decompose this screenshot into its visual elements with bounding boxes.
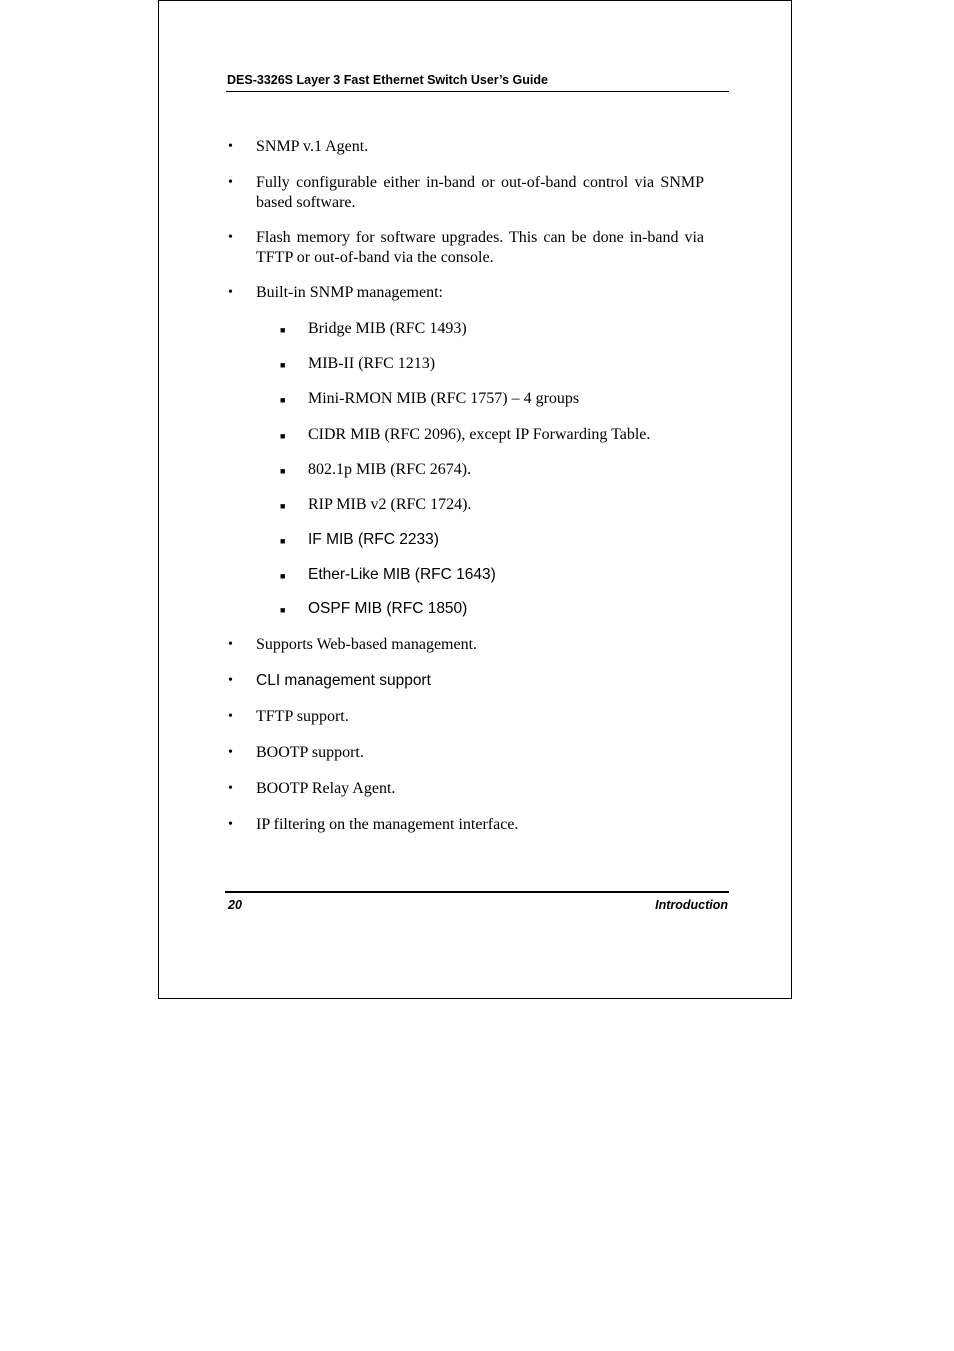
page-number: 20: [228, 898, 242, 912]
bullet-marker: •: [228, 745, 233, 760]
sub-list-item-text: Bridge MIB (RFC 1493): [308, 320, 467, 337]
sub-list-item-text: IF MIB (RFC 2233): [308, 531, 439, 548]
bullet-marker: •: [228, 230, 233, 245]
square-bullet-marker: ■: [280, 395, 286, 405]
list-item-text: BOOTP support.: [256, 744, 364, 761]
square-bullet-marker: ■: [280, 360, 286, 370]
sub-list-item-text: Ether-Like MIB (RFC 1643): [308, 566, 496, 583]
list-item-text: Flash memory for software upgrades. This can be done in-band via TFTP or out-of-band via the console.: [256, 229, 704, 266]
square-bullet-marker: ■: [280, 536, 286, 546]
sub-list-item-text: RIP MIB v2 (RFC 1724).: [308, 496, 472, 513]
bullet-marker: •: [228, 637, 233, 652]
list-item-text: TFTP support.: [256, 708, 349, 725]
list-item-text: Supports Web-based management.: [256, 636, 478, 653]
square-bullet-marker: ■: [280, 605, 286, 615]
sub-list-item-text: CIDR MIB (RFC 2096), except IP Forwarding Table.: [308, 426, 651, 443]
list-item-text: IP filtering on the management interface.: [256, 816, 519, 833]
square-bullet-marker: ■: [280, 325, 286, 335]
section-name: Introduction: [655, 898, 728, 912]
square-bullet-marker: ■: [280, 431, 286, 441]
list-item-text: BOOTP Relay Agent.: [256, 780, 396, 797]
footer-rule: [225, 891, 729, 893]
document-title: DES-3326S Layer 3 Fast Ethernet Switch User’s Guide: [227, 73, 548, 87]
square-bullet-marker: ■: [280, 501, 286, 511]
sub-list-item-text: MIB-II (RFC 1213): [308, 355, 436, 372]
bullet-marker: •: [228, 817, 233, 832]
bullet-marker: •: [228, 781, 233, 796]
bullet-marker: •: [228, 139, 233, 154]
list-item-text: Built-in SNMP management:: [256, 284, 443, 301]
square-bullet-marker: ■: [280, 466, 286, 476]
list-item-text: SNMP v.1 Agent.: [256, 138, 369, 155]
bullet-marker: •: [228, 175, 233, 190]
square-bullet-marker: ■: [280, 571, 286, 581]
list-item-text: Fully configurable either in-band or out-of-band control via SNMP based software.: [256, 174, 704, 211]
sub-list-item-text: 802.1p MIB (RFC 2674).: [308, 461, 472, 478]
bullet-marker: •: [228, 673, 233, 688]
sub-list-item-text: OSPF MIB (RFC 1850): [308, 600, 468, 617]
bullet-marker: •: [228, 285, 233, 300]
header-rule: [226, 91, 729, 92]
sub-list-item-text: Mini-RMON MIB (RFC 1757) – 4 groups: [308, 390, 580, 407]
list-item-text: CLI management support: [256, 672, 431, 689]
bullet-marker: •: [228, 709, 233, 724]
